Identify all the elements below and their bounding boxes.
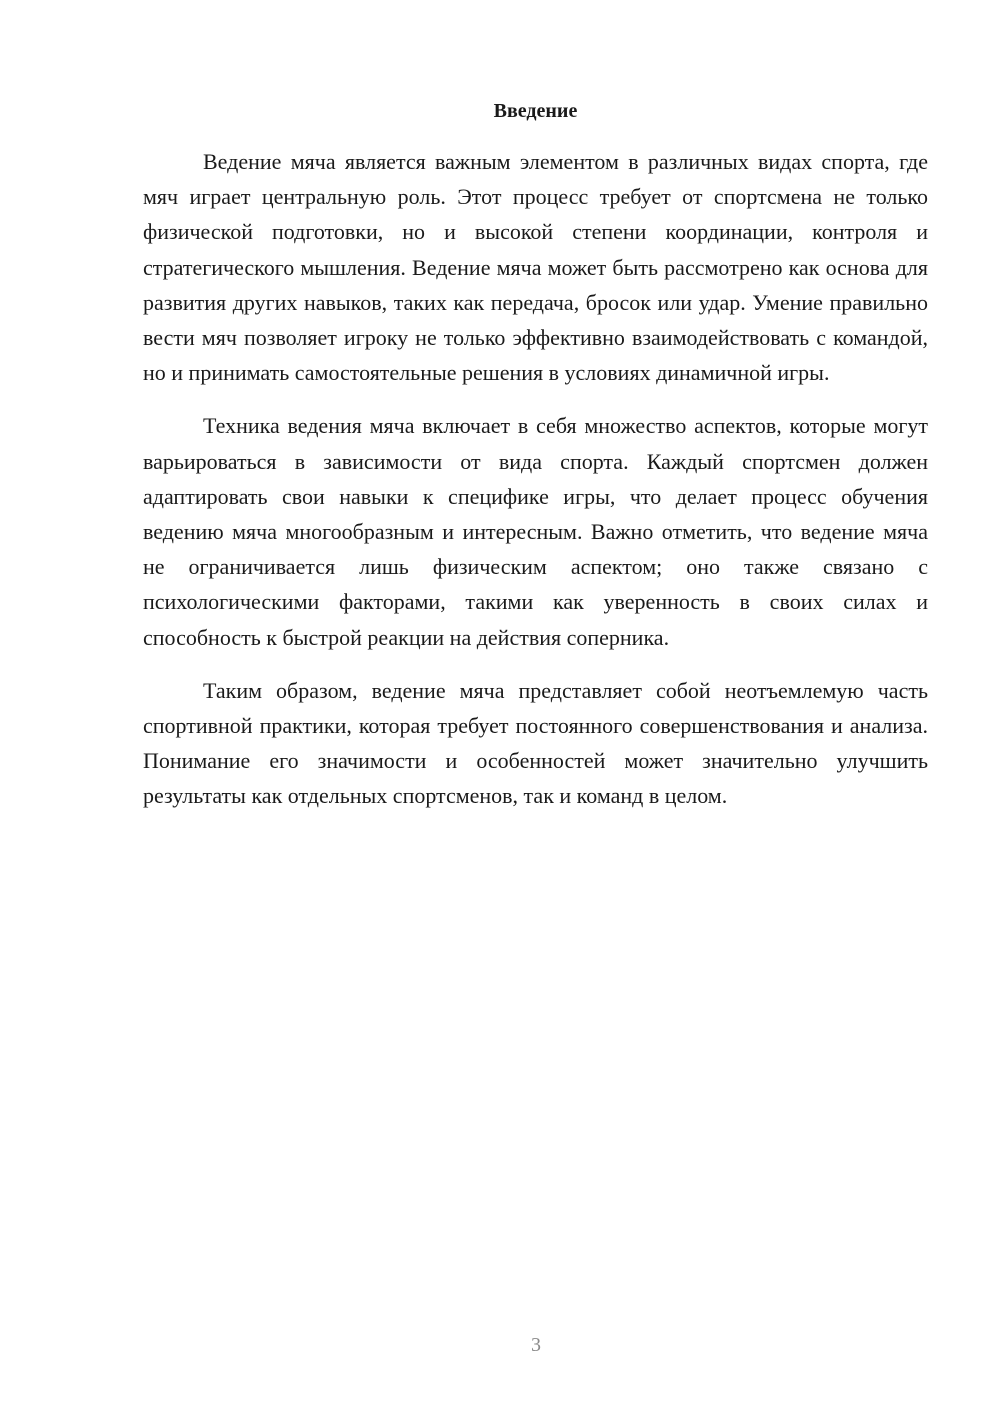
page-number: 3 bbox=[531, 1334, 541, 1356]
paragraph-1: Ведение мяча является важным элементом в различных видах спорта, где мяч играет центральную роль. Этот процесс требует от спортсмена не только физической подготовки, но и высокой степени координации, контроля и стратегического мышления. Ведение мяча может быть рассмотрено как основа для развития других навыков, таких как передача, бросок или удар. Умение правильно вести мяч позволяет игроку не только эффективно взаимодействовать с командой, но и принимать самостоятельные решения в условиях динамичной игры. bbox=[143, 149, 928, 386]
page-content bbox=[143, 96, 928, 832]
paragraph-3: Таким образом, ведение мяча представляет собой неотъемлемую часть спортивной практики, которая требует постоянного совершенствования и анализа. Понимание его значимости и особенностей может значительно улучшить результаты как отдельных спортсменов, так и команд в целом. bbox=[143, 677, 928, 809]
section-title: Введение bbox=[493, 100, 578, 122]
paragraph-2: Техника ведения мяча включает в себя множество аспектов, которые могут варьироваться в зависимости от вида спорта. Каждый спортсмен должен адаптировать свои навыки к специфике игры, что делает процесс обучения ведению мяча многообразным и интересным. Важно отметить, что ведение мяча не ограничивается лишь физическим аспектом; оно также связано с психологическими факторами, такими как уверенность в своих силах и способность к быстрой реакции на действия соперника. bbox=[143, 413, 928, 650]
